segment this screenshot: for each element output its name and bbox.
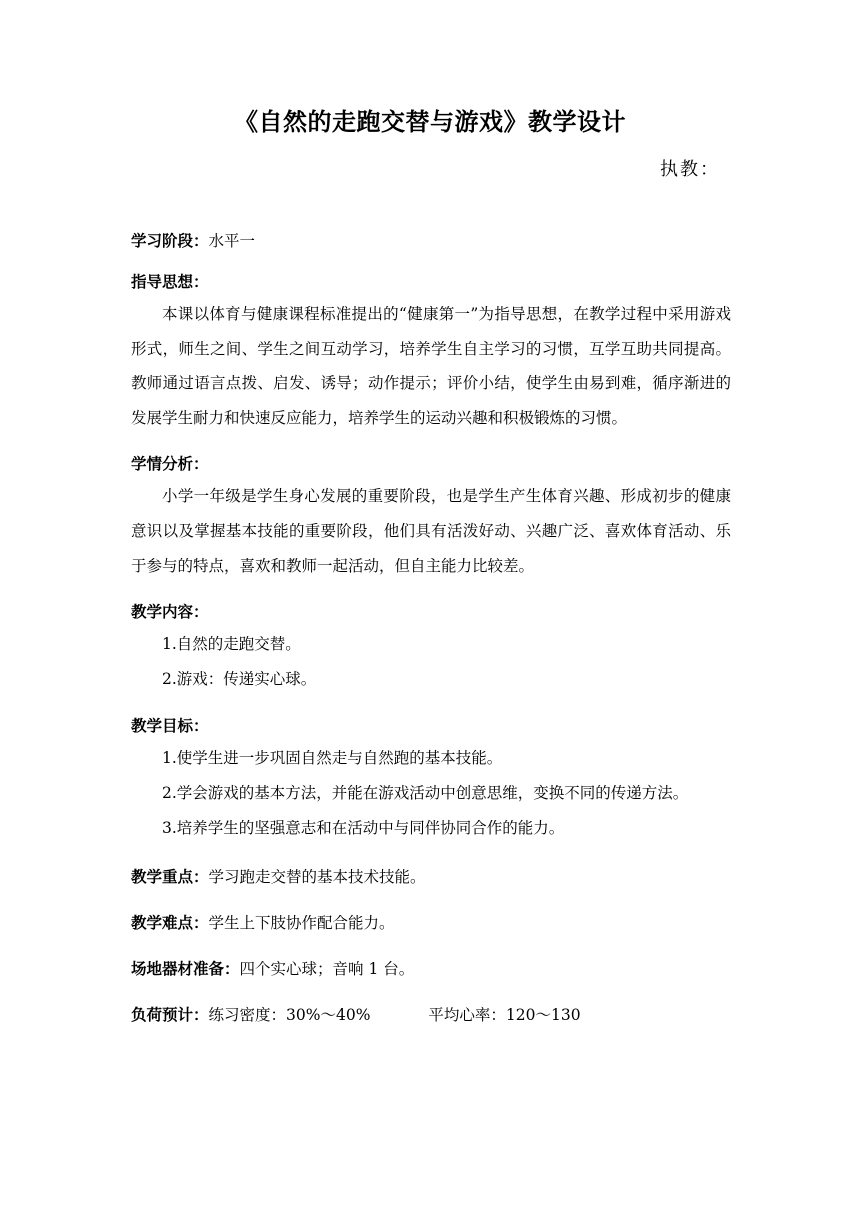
stage-row [131, 226, 731, 256]
goal-item: 2.学会游戏的基本方法，并能在游戏活动中创意思维，变换不同的传递方法。 [162, 784, 689, 803]
guiding-paragraph: 本课以体育与健康课程标准提出的“健康第一”为指导思想，在教学过程中采用游戏形式，师生之间、学生之间互动学习，培养学生自主学习的习惯，互学互助共同提高。教师通过语言点拨、启发、诱导；动作提示；评价小结，使学生由易到难，循序渐进的发展学生耐力和快速反应能力，培养学生的运动兴趣和积极锻炼的习惯。 [131, 305, 731, 427]
load-row [131, 1000, 731, 1030]
goals-heading [131, 711, 731, 741]
difficulty-label: 教学难点： [131, 914, 209, 933]
equipment-value: 四个实心球；音响 1 台。 [239, 960, 415, 979]
analysis-label: 学情分析： [131, 455, 209, 474]
load-label: 负荷预计： [131, 1006, 209, 1025]
guiding-heading [131, 267, 731, 297]
goals-label: 教学目标： [131, 717, 209, 736]
content-heading [131, 597, 731, 627]
focus-row [131, 862, 731, 892]
guiding-label: 指导思想： [131, 273, 209, 291]
content-item: 2.游戏：传递实心球。 [162, 670, 317, 689]
analysis-heading [131, 449, 731, 479]
content-item: 1.自然的走跑交替。 [162, 635, 301, 654]
stage-label: 学习阶段： [131, 232, 209, 250]
analysis-paragraph: 小学一年级是学生身心发展的重要阶段，也是学生产生体育兴趣、形成初步的健康意识以及掌握基本技能的重要阶段，他们具有活泼好动、兴趣广泛、喜欢体育活动、乐于参与的特点，喜欢和教师一起活动，但自主能力比较差。 [131, 487, 731, 575]
equipment-row [131, 954, 731, 984]
equipment-label: 场地器材准备： [131, 960, 240, 979]
goal-item: 3.培养学生的坚强意志和在活动中与同伴协同合作的能力。 [162, 819, 565, 838]
document-body [131, 226, 731, 1030]
goal-item: 1.使学生进一步巩固自然走与自然跑的基本技能。 [162, 749, 503, 768]
load-heart-rate: 平均心率：120～130 [428, 1006, 581, 1025]
stage-value: 水平一 [208, 232, 256, 250]
difficulty-row [131, 908, 731, 938]
content-label: 教学内容： [131, 603, 209, 622]
difficulty-value: 学生上下肢协作配合能力。 [208, 914, 395, 933]
load-density: 练习密度：30%～40% [208, 1006, 371, 1025]
document-title: 《自然的走跑交替与游戏》教学设计 [234, 108, 626, 136]
focus-label: 教学重点： [131, 868, 209, 887]
teacher-label: 执教： [660, 159, 720, 180]
focus-value: 学习跑走交替的基本技术技能。 [208, 868, 426, 887]
